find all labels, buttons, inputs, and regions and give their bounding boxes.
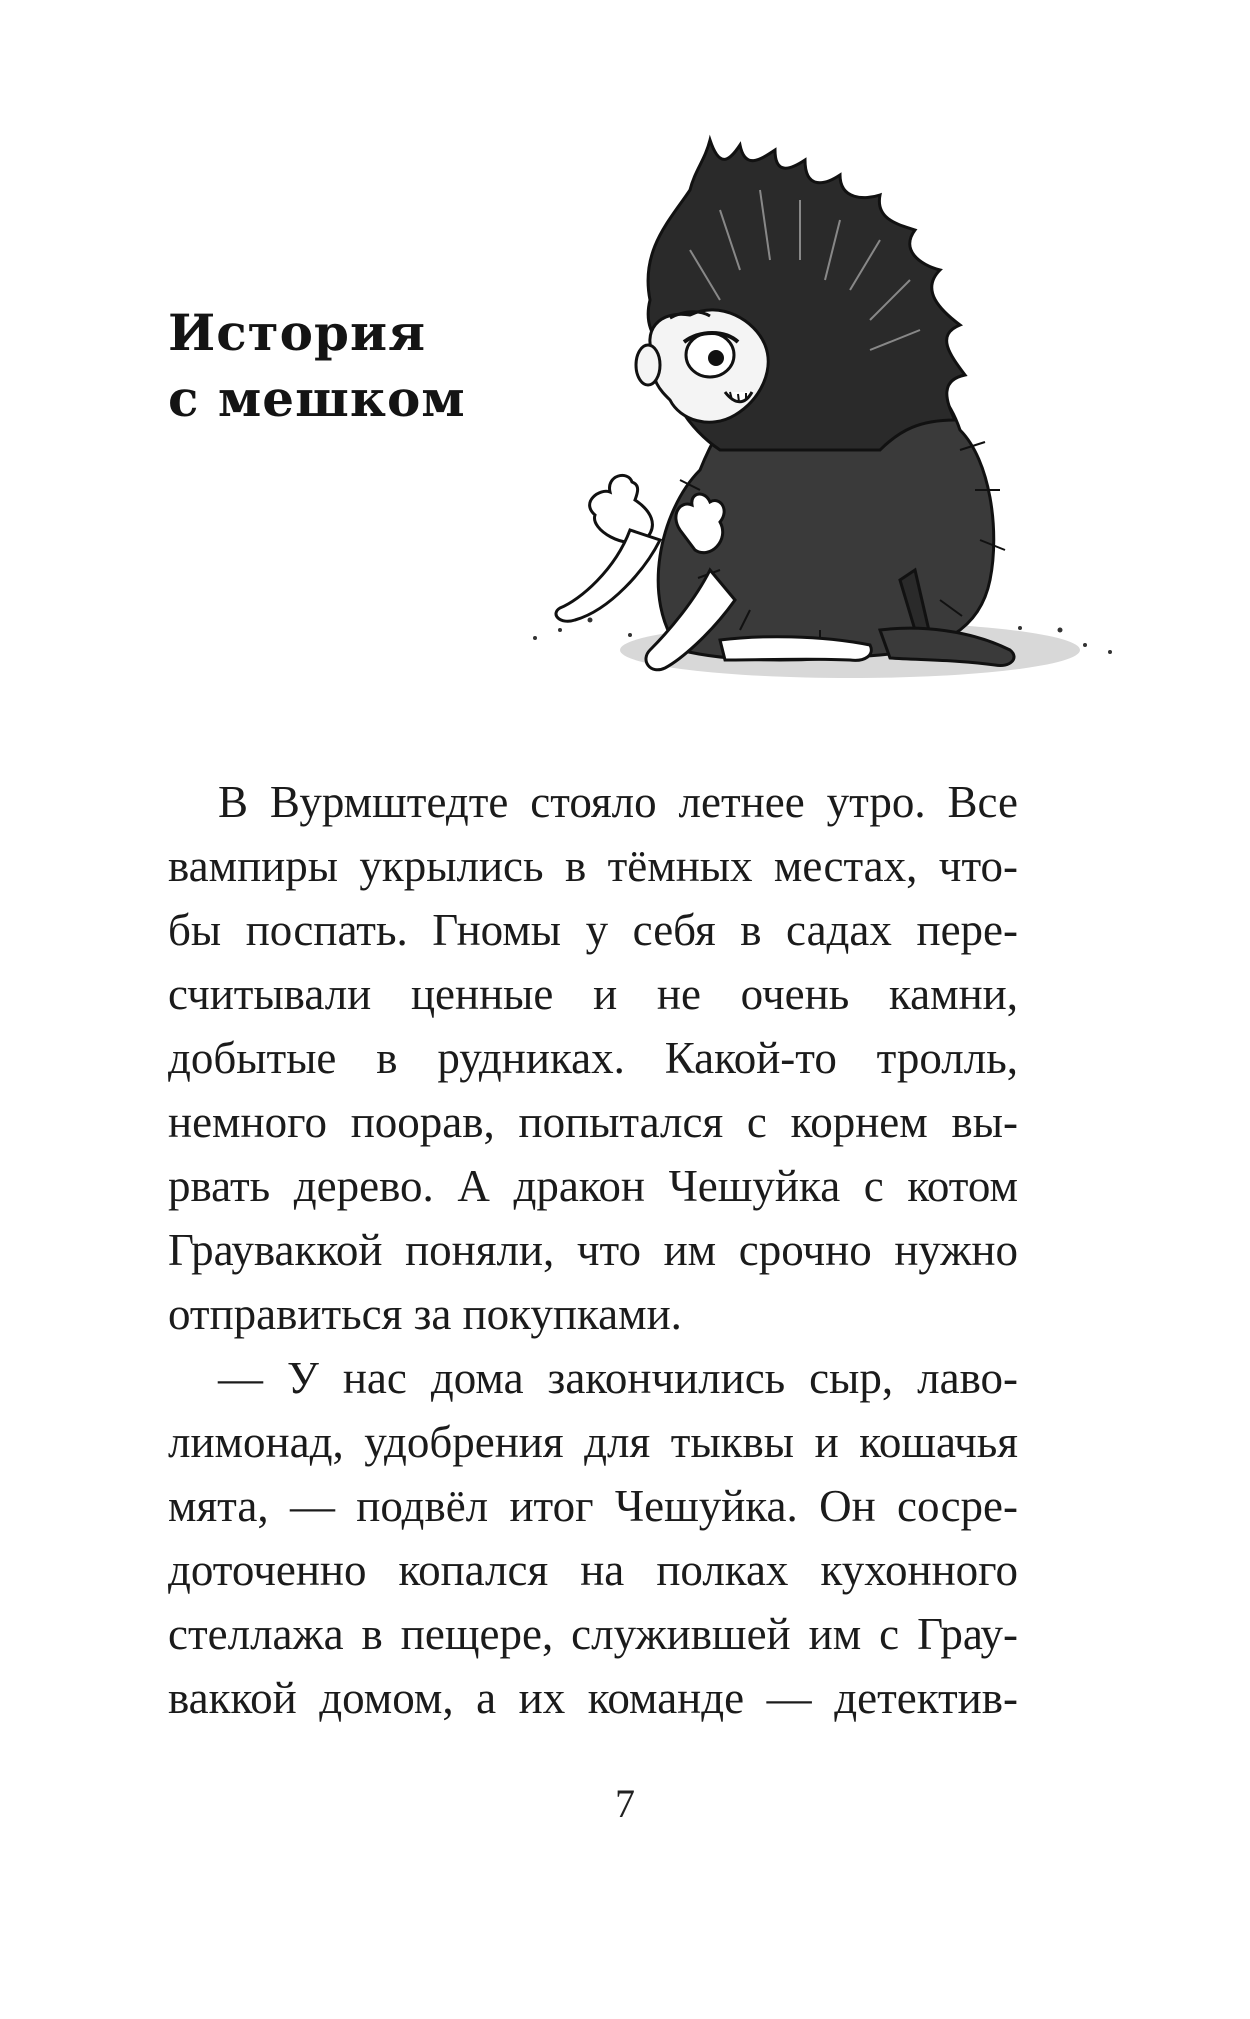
body-text xyxy=(168,770,1018,1730)
text-line: рвать дерево. А дракон Чешуйка с котом xyxy=(168,1161,1018,1211)
text-line: вампиры укрылись в тёмных местах, что- xyxy=(168,841,1018,891)
chapter-title-line: История xyxy=(168,303,427,362)
text-line: добытые в рудниках. Какой-то тролль, xyxy=(168,1033,1018,1083)
text-line: В Вурмштедте стояло летнее утро. Все xyxy=(218,777,1018,827)
text-line: — У нас дома закончились сыр, лаво- xyxy=(218,1353,1018,1403)
chapter-title xyxy=(168,300,466,432)
text-line: лимонад, удобрения для тыквы и кошачья xyxy=(168,1417,1018,1467)
text-line: бы поспать. Гномы у себя в садах пере- xyxy=(168,905,1018,955)
text-line: считывали ценные и не очень камни, xyxy=(168,969,1018,1019)
text-line: немного поорав, попытался с корнем вы- xyxy=(168,1097,1018,1147)
text-line: доточенно копался на полках кухонного xyxy=(168,1545,1018,1595)
text-line: стеллажа в пещере, служившей им с Грау- xyxy=(168,1609,1018,1659)
text-line: Грауваккой поняли, что им срочно нужно xyxy=(168,1225,1018,1275)
text-line: ваккой домом, а их команде — детектив- xyxy=(168,1673,1018,1723)
chapter-title-line: с мешком xyxy=(168,369,466,428)
text-line: мята, — подвёл итог Чешуйка. Он сосре- xyxy=(168,1481,1018,1531)
troll-illustration xyxy=(520,130,1130,730)
text-line: отправиться за покупками. xyxy=(168,1289,682,1339)
page-number: 7 xyxy=(615,1781,635,1826)
